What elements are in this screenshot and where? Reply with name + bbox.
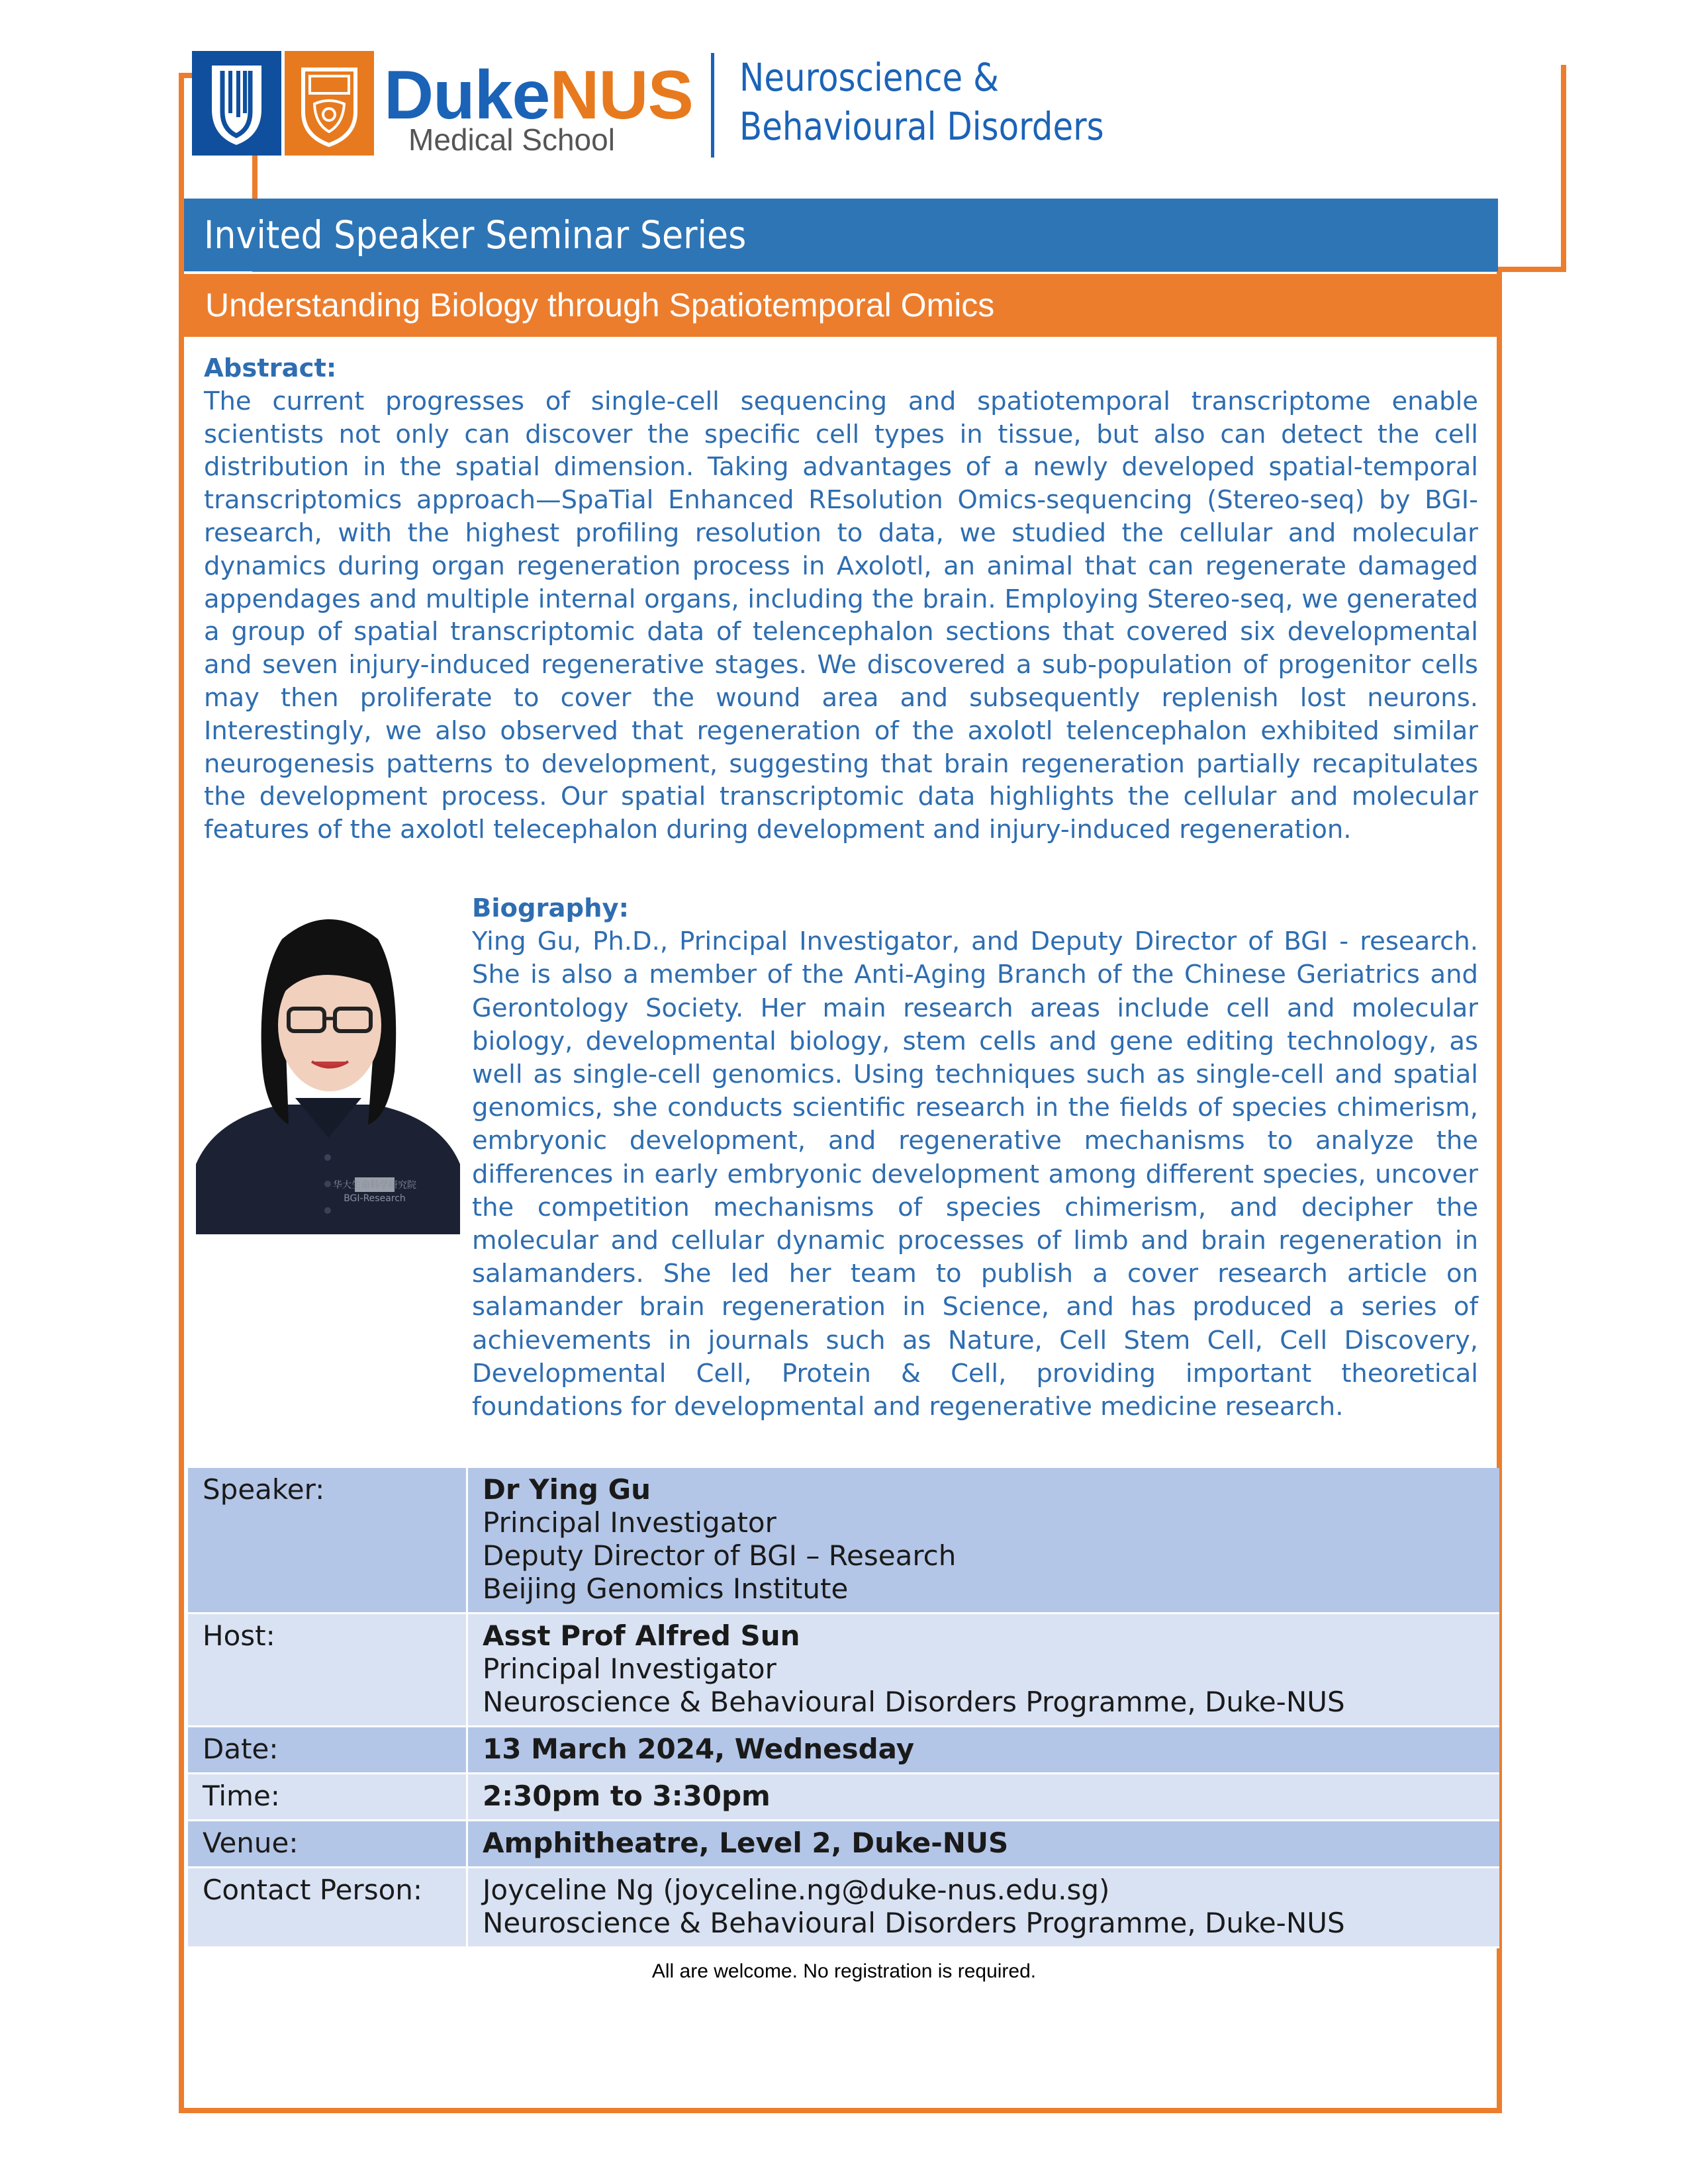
speaker-title: Principal Investigator bbox=[483, 1506, 776, 1539]
speaker-label: Speaker: bbox=[188, 1468, 467, 1614]
contact-row bbox=[188, 1868, 1499, 1948]
speaker-portrait-icon bbox=[196, 899, 460, 1234]
abstract-heading: Abstract: bbox=[204, 353, 337, 383]
host-name: Asst Prof Alfred Sun bbox=[483, 1619, 800, 1652]
biography-text: Ying Gu, Ph.D., Principal Investigator, and Deputy Director of BGI - research. She is also a member of the Anti-Aging Branch of the Chinese Geriatrics and Gerontology Society. Her main research areas include cell and molecular biology, developmental biology, stem cells and gene editing technology, as well as single-cell genomics. Using techniques such as single-cell and spatial genomics, she conducts scientific research in the fields of species chimerism, embryonic development, and regenerative mechanisms to analyze the differences in early embryonic development among different species, uncover the competition mechanisms of species chimerism, and decipher the molecular and cellular dynamic processes of limb and brain regeneration in salamanders. She led her team to publish a cover research article on salamander brain regeneration in Science, and has produced a series of achievements in journals such as Nature, Cell Stem Cell, Cell Discovery, Developmental Cell, Protein & Cell, providing important theoretical foundations for developmental and regenerative medicine research. bbox=[472, 927, 1478, 1422]
contact-programme: Neuroscience & Behavioural Disorders Programme, Duke-NUS bbox=[483, 1907, 1345, 1939]
abstract-section bbox=[204, 352, 1478, 846]
abstract-text: The current progresses of single-cell sequencing and spatiotemporal transcriptome enable scientists not only can discover the specific cell types in tissue, but also can detect the cell distribution in the spatial dimension. Taking advantages of a newly developed spatial-temporal transcriptomics approach—SpaTial Enhanced REsolution Omics-sequencing (Stereo-seq) by BGI-research, with the highest profiling resolution to data, we studied the cellular and molecular dynamics during organ regeneration process in Axolotl, an animal that can regenerate damaged appendages and multiple internal organs, including the brain. Employing Stereo-seq, we generated a group of spatial transcriptomic data of telencephalon sections that covered six developmental and seven injury-induced regenerative stages. We discovered a sub-population of progenitor cells may then proliferate to cover the wound area and subsequently replenish lost neurons. Interestingly, we also observed that regeneration of the axolotl telencephalon exhibited similar neurogenesis patterns to development, suggesting that brain regeneration partially recapitulates the development process. Our spatial transcriptomic data highlights the cellular and molecular features of the axolotl telecephalon during development and injury-induced regeneration. bbox=[204, 386, 1478, 845]
speaker-institute: Beijing Genomics Institute bbox=[483, 1572, 849, 1605]
venue-label: Venue: bbox=[188, 1821, 467, 1868]
date-value: 13 March 2024, Wednesday bbox=[467, 1727, 1500, 1774]
shirt-logo-text-2: BGI-Research bbox=[344, 1193, 406, 1204]
speaker-role: Deputy Director of BGI – Research bbox=[483, 1539, 957, 1572]
host-label: Host: bbox=[188, 1614, 467, 1727]
time-label: Time: bbox=[188, 1774, 467, 1821]
host-value bbox=[467, 1614, 1500, 1727]
host-programme: Neuroscience & Behavioural Disorders Programme, Duke-NUS bbox=[483, 1686, 1345, 1718]
duke-shield-logo-icon bbox=[192, 51, 281, 156]
logo-divider bbox=[711, 53, 714, 158]
talk-title: Understanding Biology through Spatiotemporal Omics bbox=[205, 287, 995, 324]
department-line-2: Behavioural Disorders bbox=[739, 104, 1104, 149]
speaker-value bbox=[467, 1468, 1500, 1614]
time-value: 2:30pm to 3:30pm bbox=[467, 1774, 1500, 1821]
department-name bbox=[739, 53, 1104, 151]
venue-row bbox=[188, 1821, 1499, 1868]
series-title-bar bbox=[184, 199, 1498, 271]
series-title: Invited Speaker Seminar Series bbox=[204, 212, 747, 257]
biography-section bbox=[472, 892, 1478, 1424]
contact-email[interactable]: Joyceline Ng (joyceline.ng@duke-nus.edu.sg) bbox=[483, 1874, 1110, 1906]
logo-school-text: Medical School bbox=[408, 122, 615, 157]
department-line-1: Neuroscience & bbox=[739, 55, 999, 100]
details-table bbox=[188, 1468, 1499, 1948]
logo-wordmark bbox=[384, 57, 693, 134]
contact-label: Contact Person: bbox=[188, 1868, 467, 1948]
logo-nus-text: NUS bbox=[549, 57, 693, 134]
date-label: Date: bbox=[188, 1727, 467, 1774]
shirt-logo-text-1: 华大生命科学研究院 bbox=[333, 1180, 416, 1191]
venue-value: Amphitheatre, Level 2, Duke-NUS bbox=[467, 1821, 1500, 1868]
speaker-name: Dr Ying Gu bbox=[483, 1473, 651, 1506]
host-row bbox=[188, 1614, 1499, 1727]
speaker-photo bbox=[196, 899, 460, 1234]
footer-note: All are welcome. No registration is required. bbox=[651, 1960, 1037, 1982]
contact-value bbox=[467, 1868, 1500, 1948]
speaker-row bbox=[188, 1468, 1499, 1614]
date-row bbox=[188, 1727, 1499, 1774]
nus-crest-logo-icon bbox=[285, 51, 374, 156]
logo-duke-text: Duke bbox=[384, 57, 550, 134]
host-title: Principal Investigator bbox=[483, 1653, 776, 1685]
biography-heading: Biography: bbox=[472, 893, 629, 923]
time-row bbox=[188, 1774, 1499, 1821]
talk-title-bar bbox=[184, 274, 1498, 337]
